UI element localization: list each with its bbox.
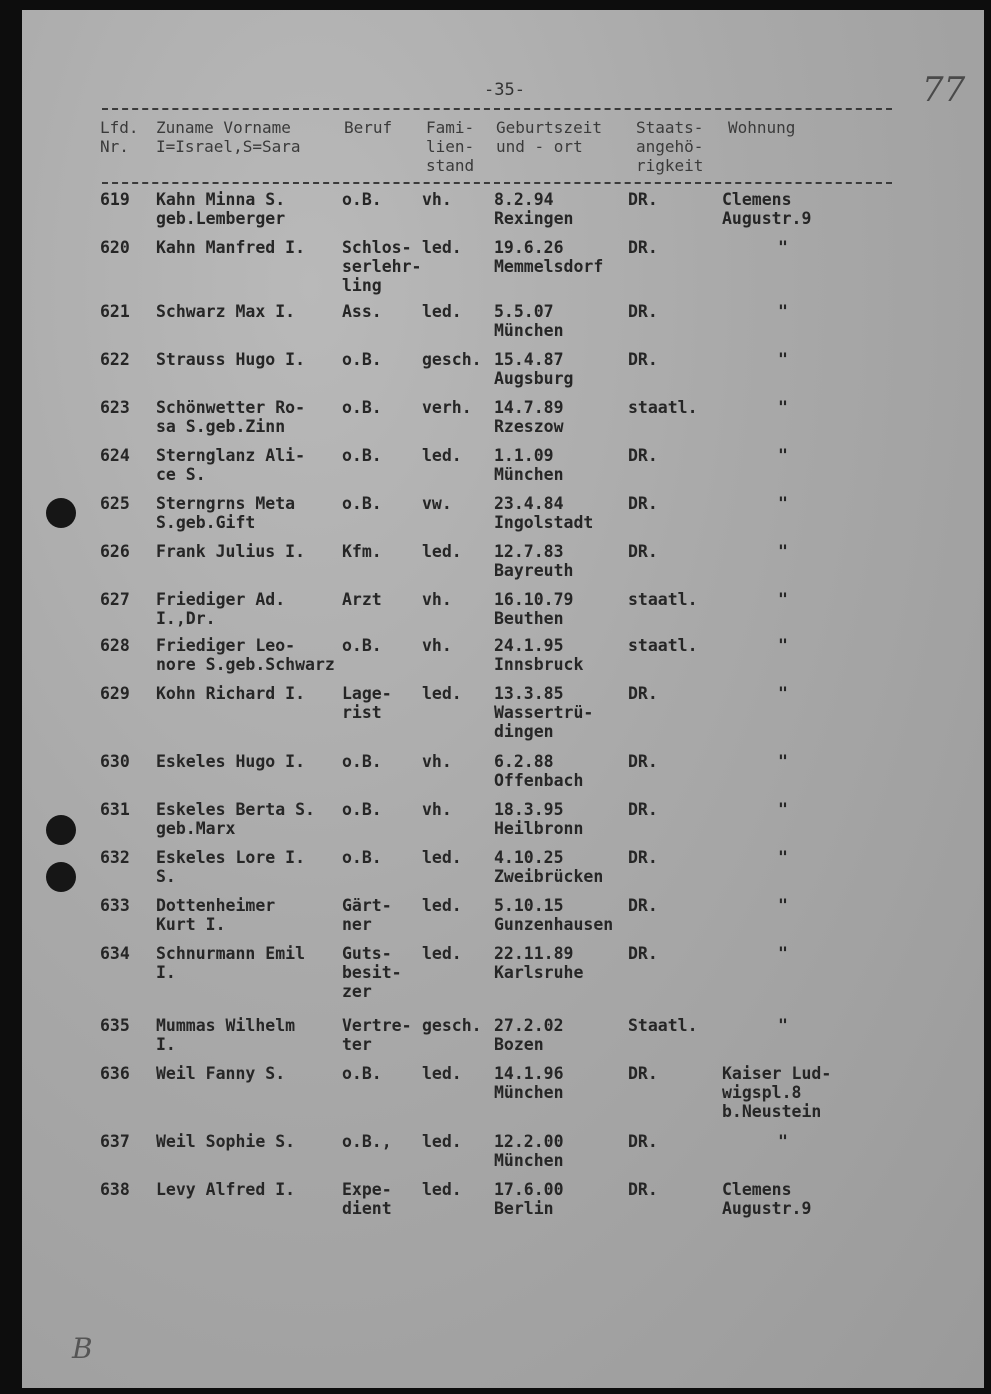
row-geburt: 14.7.89 Rzeszow <box>494 398 564 436</box>
header-wohnung: Wohnung <box>728 118 796 137</box>
row-number: 621 <box>100 302 130 321</box>
row-wohnung: " <box>778 350 788 369</box>
row-wohnung: " <box>778 590 788 609</box>
row-number: 623 <box>100 398 130 417</box>
row-name: Kahn Manfred I. <box>156 238 306 257</box>
header-geburt: Geburtszeit und - ort <box>496 118 602 156</box>
header-nr: Lfd. Nr. <box>100 118 139 156</box>
row-number: 628 <box>100 636 130 655</box>
row-familienstand: vh. <box>422 752 452 771</box>
row-name: Kohn Richard I. <box>156 684 306 703</box>
row-staatsangehoerigkeit: DR. <box>628 542 658 561</box>
row-geburt: 19.6.26 Memmelsdorf <box>494 238 604 276</box>
row-beruf: o.B. <box>342 190 382 209</box>
row-beruf: Gärt- ner <box>342 896 392 934</box>
row-staatsangehoerigkeit: staatl. <box>628 590 698 609</box>
row-geburt: 5.10.15 Gunzenhausen <box>494 896 614 934</box>
row-number: 634 <box>100 944 130 963</box>
row-number: 627 <box>100 590 130 609</box>
header-staat: Staats- angehö- rigkeit <box>636 118 704 175</box>
corner-handwritten-mark: B <box>72 1332 93 1365</box>
row-staatsangehoerigkeit: DR. <box>628 302 658 321</box>
row-geburt: 16.10.79 Beuthen <box>494 590 574 628</box>
row-name: Weil Fanny S. <box>156 1064 286 1083</box>
header-beruf: Beruf <box>344 118 393 137</box>
row-wohnung: " <box>778 302 788 321</box>
row-beruf: o.B. <box>342 494 382 513</box>
row-beruf: Arzt <box>342 590 382 609</box>
header-familienstand: Fami- lien- stand <box>426 118 475 175</box>
row-wohnung: " <box>778 494 788 513</box>
row-familienstand: led. <box>422 848 462 867</box>
row-familienstand: led. <box>422 1180 462 1199</box>
row-wohnung: " <box>778 684 788 703</box>
row-familienstand: gesch. <box>422 1016 482 1035</box>
header-top-rule <box>102 108 892 110</box>
page-number: -35- <box>484 80 525 100</box>
row-number: 626 <box>100 542 130 561</box>
row-beruf: Ass. <box>342 302 382 321</box>
row-wohnung: " <box>778 238 788 257</box>
row-familienstand: gesch. <box>422 350 482 369</box>
row-geburt: 14.1.96 München <box>494 1064 564 1102</box>
row-number: 625 <box>100 494 130 513</box>
row-beruf: Schlos- serlehr- ling <box>342 238 422 295</box>
row-number: 632 <box>100 848 130 867</box>
row-familienstand: vh. <box>422 190 452 209</box>
row-beruf: Kfm. <box>342 542 382 561</box>
row-beruf: Guts- besit- zer <box>342 944 402 1001</box>
header-name: Zuname Vorname I=Israel,S=Sara <box>156 118 301 156</box>
row-familienstand: led. <box>422 302 462 321</box>
row-wohnung: Kaiser Lud- wigspl.8 b.Neustein <box>722 1064 832 1121</box>
row-staatsangehoerigkeit: DR. <box>628 1180 658 1199</box>
folio-number: 77 <box>922 70 966 110</box>
row-number: 637 <box>100 1132 130 1151</box>
row-number: 629 <box>100 684 130 703</box>
row-familienstand: led. <box>422 238 462 257</box>
row-wohnung: " <box>778 896 788 915</box>
row-name: Weil Sophie S. <box>156 1132 296 1151</box>
row-geburt: 27.2.02 Bozen <box>494 1016 564 1054</box>
row-staatsangehoerigkeit: DR. <box>628 848 658 867</box>
row-familienstand: vh. <box>422 590 452 609</box>
row-familienstand: led. <box>422 684 462 703</box>
row-beruf: o.B. <box>342 636 382 655</box>
row-name: Strauss Hugo I. <box>156 350 306 369</box>
row-staatsangehoerigkeit: DR. <box>628 238 658 257</box>
row-geburt: 24.1.95 Innsbruck <box>494 636 584 674</box>
row-wohnung: " <box>778 944 788 963</box>
row-name: Eskeles Berta S. geb.Marx <box>156 800 315 838</box>
row-name: Eskeles Hugo I. <box>156 752 306 771</box>
row-wohnung: " <box>778 636 788 655</box>
row-staatsangehoerigkeit: DR. <box>628 190 658 209</box>
row-staatsangehoerigkeit: DR. <box>628 1132 658 1151</box>
row-wohnung: " <box>778 542 788 561</box>
row-wohnung: " <box>778 752 788 771</box>
row-number: 624 <box>100 446 130 465</box>
row-geburt: 13.3.85 Wassertrü- dingen <box>494 684 594 741</box>
row-staatsangehoerigkeit: DR. <box>628 944 658 963</box>
row-staatsangehoerigkeit: DR. <box>628 896 658 915</box>
row-geburt: 22.11.89 Karlsruhe <box>494 944 584 982</box>
row-familienstand: led. <box>422 446 462 465</box>
row-name: Friediger Ad. I.,Dr. <box>156 590 286 628</box>
punch-hole <box>46 815 76 845</box>
row-wohnung: " <box>778 1132 788 1151</box>
row-geburt: 18.3.95 Heilbronn <box>494 800 584 838</box>
row-number: 630 <box>100 752 130 771</box>
row-beruf: o.B., <box>342 1132 392 1151</box>
row-beruf: o.B. <box>342 446 382 465</box>
row-staatsangehoerigkeit: DR. <box>628 684 658 703</box>
row-name: Kahn Minna S. geb.Lemberger <box>156 190 286 228</box>
row-staatsangehoerigkeit: DR. <box>628 494 658 513</box>
row-name: Sterngrns Meta S.geb.Gift <box>156 494 296 532</box>
row-name: Frank Julius I. <box>156 542 306 561</box>
row-staatsangehoerigkeit: DR. <box>628 800 658 819</box>
row-geburt: 15.4.87 Augsburg <box>494 350 574 388</box>
row-geburt: 5.5.07 München <box>494 302 564 340</box>
row-beruf: Lage- rist <box>342 684 392 722</box>
row-name: Eskeles Lore I. S. <box>156 848 306 886</box>
row-name: Schnurmann Emil I. <box>156 944 306 982</box>
row-wohnung: " <box>778 446 788 465</box>
row-familienstand: led. <box>422 1132 462 1151</box>
row-wohnung: " <box>778 800 788 819</box>
row-geburt: 12.2.00 München <box>494 1132 564 1170</box>
row-familienstand: led. <box>422 1064 462 1083</box>
header-bottom-rule <box>102 182 892 184</box>
row-geburt: 4.10.25 Zweibrücken <box>494 848 604 886</box>
row-beruf: Vertre- ter <box>342 1016 412 1054</box>
row-familienstand: led. <box>422 542 462 561</box>
row-name: Sternglanz Ali- ce S. <box>156 446 306 484</box>
row-familienstand: vw. <box>422 494 452 513</box>
row-name: Schönwetter Ro- sa S.geb.Zinn <box>156 398 306 436</box>
row-number: 619 <box>100 190 130 209</box>
row-geburt: 23.4.84 Ingolstadt <box>494 494 594 532</box>
row-staatsangehoerigkeit: DR. <box>628 446 658 465</box>
row-wohnung: Clemens Augustr.9 <box>722 190 812 228</box>
row-wohnung: " <box>778 1016 788 1035</box>
row-wohnung: " <box>778 398 788 417</box>
punch-hole <box>46 498 76 528</box>
row-staatsangehoerigkeit: DR. <box>628 350 658 369</box>
row-number: 620 <box>100 238 130 257</box>
row-familienstand: led. <box>422 944 462 963</box>
row-number: 636 <box>100 1064 130 1083</box>
row-geburt: 8.2.94 Rexingen <box>494 190 574 228</box>
row-beruf: o.B. <box>342 1064 382 1083</box>
row-name: Levy Alfred I. <box>156 1180 296 1199</box>
row-beruf: o.B. <box>342 848 382 867</box>
row-number: 635 <box>100 1016 130 1035</box>
punch-hole <box>46 862 76 892</box>
row-wohnung: Clemens Augustr.9 <box>722 1180 812 1218</box>
row-name: Friediger Leo- nore S.geb.Schwarz <box>156 636 335 674</box>
row-staatsangehoerigkeit: staatl. <box>628 398 698 417</box>
row-geburt: 1.1.09 München <box>494 446 564 484</box>
row-beruf: o.B. <box>342 752 382 771</box>
row-geburt: 6.2.88 Offenbach <box>494 752 584 790</box>
row-staatsangehoerigkeit: staatl. <box>628 636 698 655</box>
row-number: 633 <box>100 896 130 915</box>
row-name: Dottenheimer Kurt I. <box>156 896 276 934</box>
row-staatsangehoerigkeit: Staatl. <box>628 1016 698 1035</box>
row-number: 638 <box>100 1180 130 1199</box>
row-name: Schwarz Max I. <box>156 302 296 321</box>
row-familienstand: led. <box>422 896 462 915</box>
row-number: 622 <box>100 350 130 369</box>
row-staatsangehoerigkeit: DR. <box>628 752 658 771</box>
row-wohnung: " <box>778 848 788 867</box>
document-page <box>22 10 984 1388</box>
row-beruf: Expe- dient <box>342 1180 392 1218</box>
row-familienstand: vh. <box>422 800 452 819</box>
row-beruf: o.B. <box>342 398 382 417</box>
row-geburt: 12.7.83 Bayreuth <box>494 542 574 580</box>
row-beruf: o.B. <box>342 800 382 819</box>
row-beruf: o.B. <box>342 350 382 369</box>
row-name: Mummas Wilhelm I. <box>156 1016 296 1054</box>
row-number: 631 <box>100 800 130 819</box>
row-staatsangehoerigkeit: DR. <box>628 1064 658 1083</box>
row-geburt: 17.6.00 Berlin <box>494 1180 564 1218</box>
row-familienstand: vh. <box>422 636 452 655</box>
row-familienstand: verh. <box>422 398 472 417</box>
